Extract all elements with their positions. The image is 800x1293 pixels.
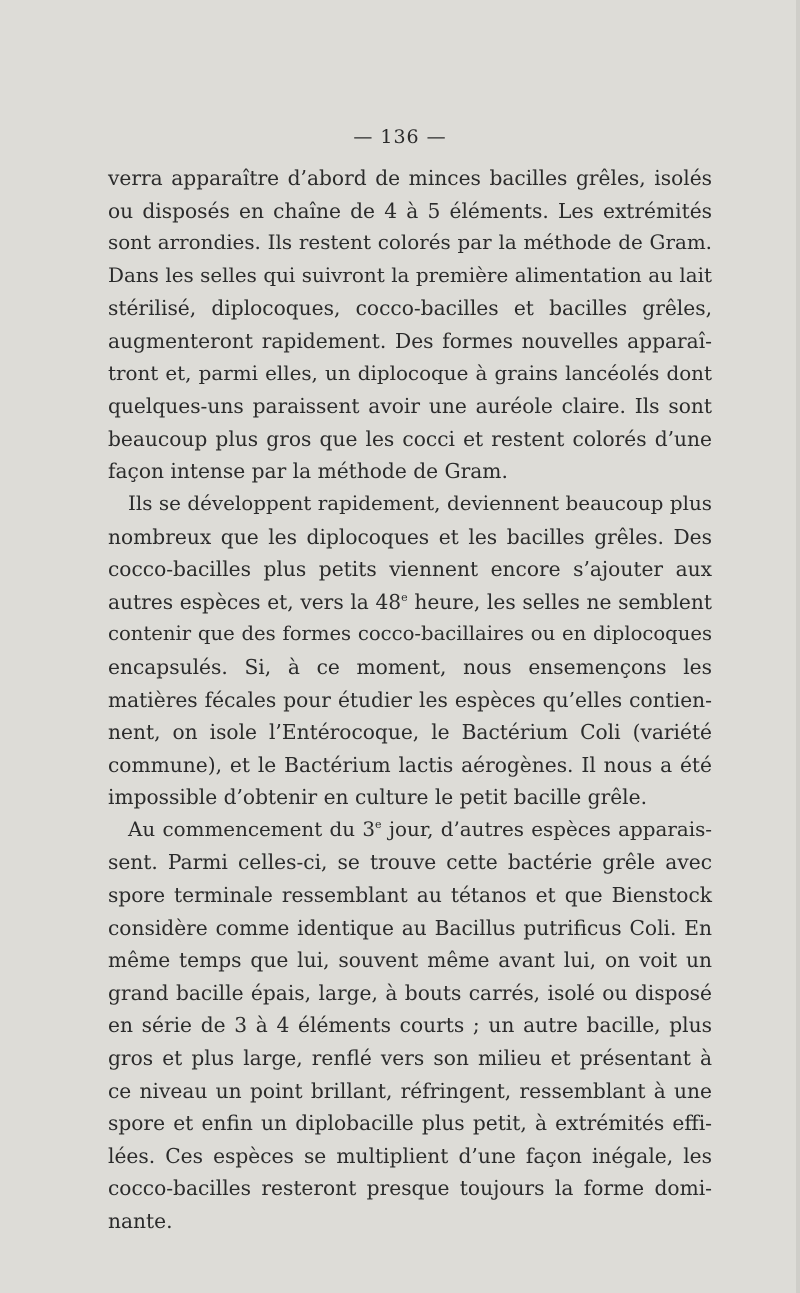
text-fragment: autres espèces et, vers la 48 — [108, 589, 402, 614]
text-line: cocco-bacilles plus petits viennent encore s’ajouter aux — [108, 557, 712, 582]
text-line: verra apparaître d’abord de minces bacilles grêles, isolés — [108, 166, 712, 190]
text-line: spore terminale ressemblant au tétanos et que Bienstock — [108, 883, 712, 908]
text-line: cocco-bacilles resteront presque toujours la forme domi- — [108, 1176, 712, 1201]
text-line — [108, 814, 712, 847]
text-line: tront et, parmi elles, un diplocoque à grains lancéolés dont — [108, 361, 712, 385]
text-line: stérilisé, diplocoques, cocco-bacilles et bacilles grêles, — [108, 296, 712, 321]
text-fragment: Au commencement du 3 — [128, 817, 376, 841]
text-line: contenir que des formes cocco-bacillaires ou en diplocoques — [108, 622, 712, 646]
text-line: lées. Ces espèces se multiplient d’une façon inégale, les — [108, 1143, 712, 1168]
text-line: ce niveau un point brillant, réfringent, ressemblant à une — [108, 1078, 712, 1103]
text-fragment: heure, les selles ne semblent — [407, 589, 712, 614]
text-line: ou disposés en chaîne de 4 à 5 éléments. Les extrémités — [108, 198, 712, 223]
text-line: impossible d’obtenir en culture le petit bacille grêle. — [108, 785, 647, 810]
text-line: considère comme identique au Bacillus putrificus Coli. En — [108, 915, 712, 940]
text-line: sent. Parmi celles-ci, se trouve cette bactérie grêle avec — [108, 850, 712, 875]
text-fragment: jour, d’autres espèces apparais- — [381, 817, 712, 841]
text-line: nante. — [108, 1209, 173, 1233]
text-line: Ils se développent rapidement, deviennent beaucoup plus — [128, 491, 712, 515]
text-line: Dans les selles qui suivront la première alimentation au lait — [108, 263, 712, 287]
text-line: augmenteront rapidement. Des formes nouvelles apparaî- — [108, 328, 712, 353]
text-line: spore et enfin un diplobacille plus petit, à extrémités effi- — [108, 1111, 712, 1136]
text-line: matières fécales pour étudier les espèces qu’elles contien- — [108, 687, 712, 712]
text-line — [108, 586, 712, 619]
text-line: en série de 3 à 4 éléments courts ; un autre bacille, plus — [108, 1013, 712, 1038]
body-text — [108, 162, 712, 1238]
text-line: encapsulés. Si, à ce moment, nous ensemençons les — [108, 654, 712, 679]
text-line: sont arrondies. Ils restent colorés par la méthode de Gram. — [108, 231, 712, 255]
text-line: gros et plus large, renflé vers son milieu et présentant à — [108, 1046, 712, 1071]
text-line: grand bacille épais, large, à bouts carrés, isolé ou disposé — [108, 980, 712, 1005]
ordinal-superscript: e — [375, 817, 382, 831]
text-line: nombreux que les diplocoques et les bacilles grêles. Des — [108, 524, 712, 549]
page-edge — [796, 0, 800, 1293]
page-number: — 136 — — [353, 126, 447, 148]
ordinal-superscript: e — [401, 590, 408, 604]
text-line: commune), et le Bactérium lactis aérogènes. Il nous a été — [108, 752, 712, 777]
text-line: même temps que lui, souvent même avant lui, on voit un — [108, 948, 712, 973]
text-line: quelques-uns paraissent avoir une auréole claire. Ils sont — [108, 394, 712, 419]
text-line: nent, on isole l’Entérocoque, le Bactérium Coli (variété — [108, 720, 712, 745]
text-line: beaucoup plus gros que les cocci et restent colorés d’une — [108, 426, 712, 451]
text-line: façon intense par la méthode de Gram. — [108, 459, 508, 484]
